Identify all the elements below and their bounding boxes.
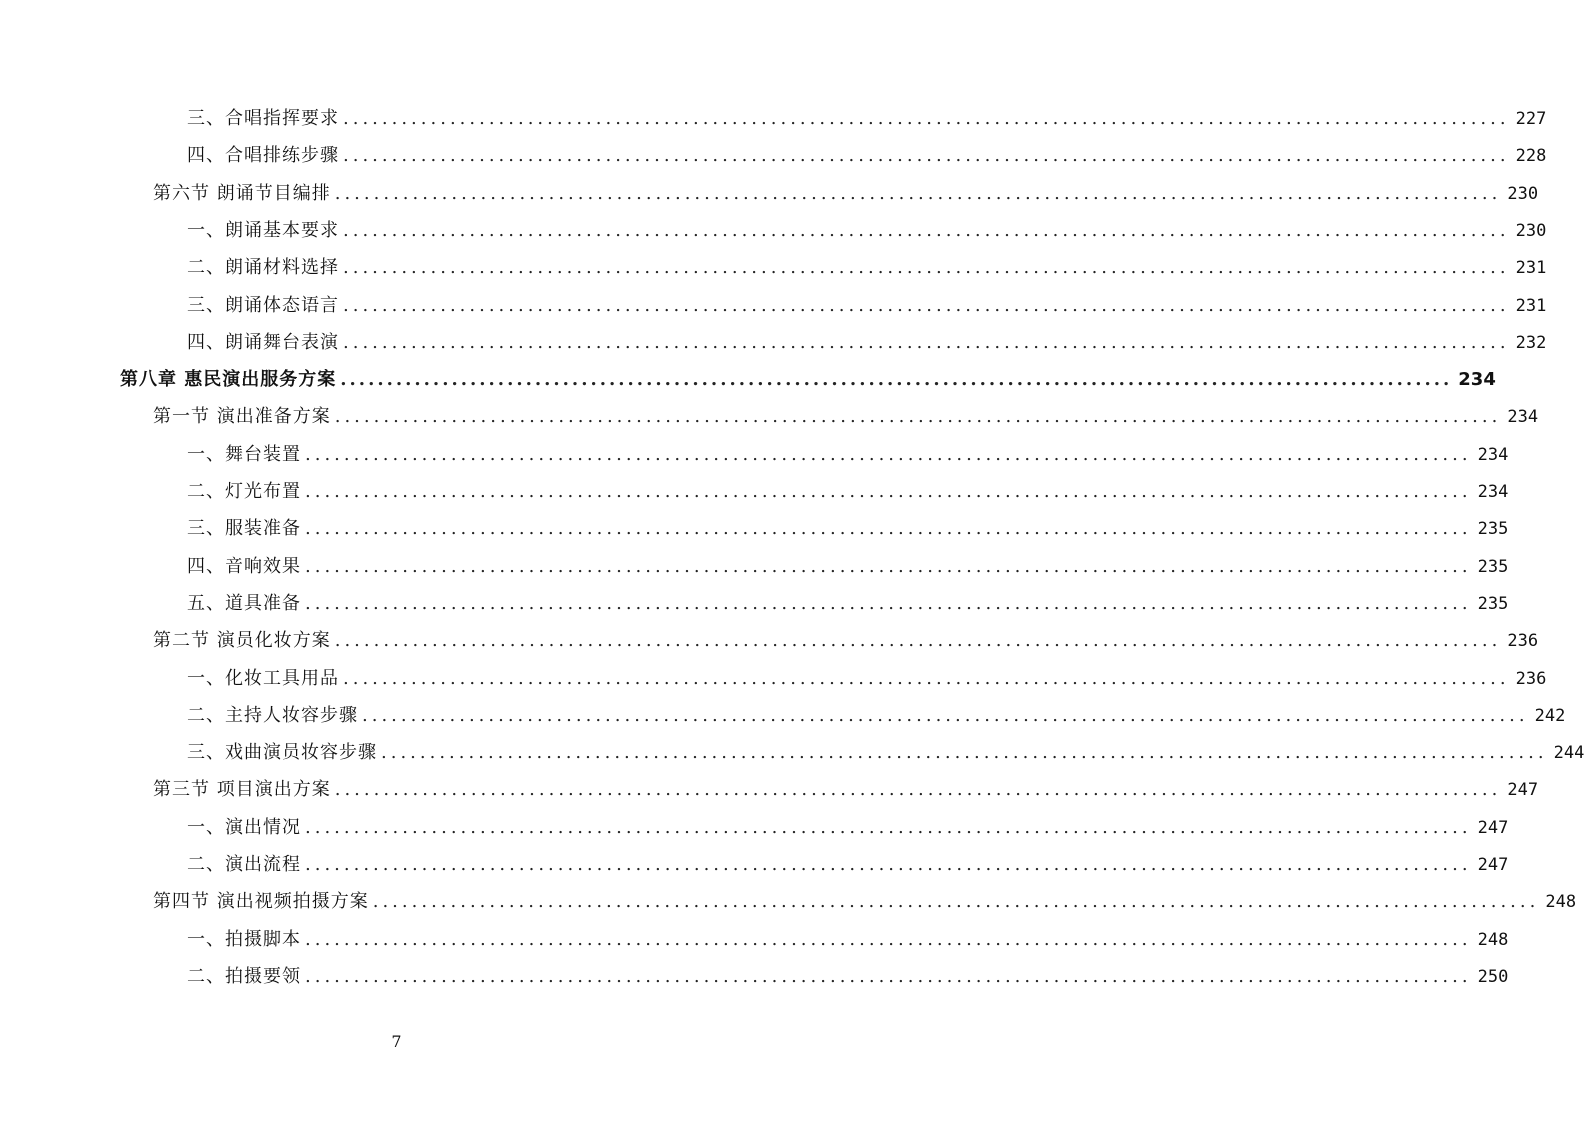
toc-subsection-entry[interactable] xyxy=(187,324,1547,361)
toc-entry-label: 四、合唱排练步骤 xyxy=(187,145,339,167)
toc-entry-label: 第四节 演出视频拍摄方案 xyxy=(153,891,369,913)
toc-subsection-entry[interactable] xyxy=(187,100,1547,137)
toc-entry-label: 第二节 演员化妆方案 xyxy=(153,630,331,652)
toc-entry-page-number: 230 xyxy=(1515,220,1547,241)
toc-entry-label: 四、音响效果 xyxy=(187,555,301,577)
dot-leader: ........................................................................................................................ xyxy=(343,108,1510,129)
toc-entry-label: 二、拍摄要领 xyxy=(187,965,301,987)
toc-entry-page-number: 232 xyxy=(1515,332,1547,353)
dot-leader: ........................................................................................................................ xyxy=(343,667,1510,689)
dot-leader: ........................................................................................................................ xyxy=(305,854,1472,875)
toc-subsection-entry[interactable] xyxy=(187,137,1547,174)
dot-leader: ........................................................................................................................ xyxy=(305,481,1472,502)
page-number: 7 xyxy=(391,1032,402,1051)
toc-subsection-entry[interactable] xyxy=(187,249,1547,286)
dot-leader: ........................................................................................................................ xyxy=(305,816,1472,838)
toc-entry-label: 第八章 惠民演出服务方案 xyxy=(120,369,337,391)
toc-entry-page-number: 235 xyxy=(1477,556,1509,577)
toc-entry-page-number: 231 xyxy=(1515,295,1547,316)
dot-leader: ........................................................................................................................ xyxy=(343,257,1510,279)
toc-section-entry[interactable] xyxy=(153,883,1577,920)
toc-entry-label: 二、主持人妆容步骤 xyxy=(187,704,358,726)
toc-subsection-entry[interactable] xyxy=(187,697,1566,734)
dot-leader: ........................................................................................................................ xyxy=(334,779,1502,801)
toc-section-entry[interactable] xyxy=(153,771,1539,808)
toc-entry-page-number: 247 xyxy=(1477,817,1509,838)
dot-leader: ........................................................................................................................ xyxy=(305,443,1472,465)
dot-leader: ........................................................................................................................ xyxy=(305,928,1472,950)
dot-leader: ........................................................................................................................ xyxy=(340,369,1453,391)
toc-subsection-entry[interactable] xyxy=(187,212,1547,249)
toc-entry-page-number: 227 xyxy=(1515,109,1547,129)
toc-subsection-entry[interactable] xyxy=(187,548,1509,585)
toc-subsection-entry[interactable] xyxy=(187,921,1509,958)
dot-leader: ........................................................................................................................ xyxy=(334,630,1502,652)
dot-leader: ........................................................................................................................ xyxy=(381,742,1548,764)
toc-section-entry[interactable] xyxy=(153,175,1539,212)
toc-entry-label: 第一节 演出准备方案 xyxy=(153,406,331,428)
dot-leader: ........................................................................................................................ xyxy=(334,182,1502,204)
toc-section-entry[interactable] xyxy=(153,622,1539,659)
toc-entry-page-number: 234 xyxy=(1477,444,1509,465)
toc-entry-label: 一、演出情况 xyxy=(187,816,301,838)
toc-entry-page-number: 230 xyxy=(1507,183,1539,204)
toc-entry-page-number: 235 xyxy=(1477,593,1509,614)
toc-subsection-entry[interactable] xyxy=(187,473,1509,510)
dot-leader: ........................................................................................................................ xyxy=(343,331,1510,353)
toc-subsection-entry[interactable] xyxy=(187,436,1509,473)
toc-chapter-entry[interactable] xyxy=(120,361,1496,398)
toc-entry-page-number: 234 xyxy=(1507,407,1539,428)
toc-entry-page-number: 244 xyxy=(1553,743,1584,764)
toc-subsection-entry[interactable] xyxy=(187,734,1584,771)
toc-entry-page-number: 250 xyxy=(1477,966,1509,987)
toc-entry-label: 第三节 项目演出方案 xyxy=(153,779,331,801)
toc-subsection-entry[interactable] xyxy=(187,958,1509,995)
toc-entry-label: 一、舞台装置 xyxy=(187,443,301,465)
toc-entry-page-number: 236 xyxy=(1507,631,1539,652)
dot-leader: ........................................................................................................................ xyxy=(305,555,1472,577)
toc-entry-label: 五、道具准备 xyxy=(187,592,301,614)
toc-entry-label: 三、合唱指挥要求 xyxy=(187,108,339,129)
dot-leader: ........................................................................................................................ xyxy=(362,704,1529,726)
toc-entry-label: 一、朗诵基本要求 xyxy=(187,219,339,241)
toc-entry-page-number: 234 xyxy=(1477,482,1509,502)
toc-subsection-entry[interactable] xyxy=(187,809,1509,846)
toc-entry-label: 二、演出流程 xyxy=(187,854,301,875)
toc-subsection-entry[interactable] xyxy=(187,660,1547,697)
toc-subsection-entry[interactable] xyxy=(187,846,1509,883)
toc-entry-label: 二、灯光布置 xyxy=(187,481,301,502)
toc-entry-page-number: 231 xyxy=(1515,258,1547,279)
toc-entry-page-number: 248 xyxy=(1545,892,1577,913)
toc-subsection-entry[interactable] xyxy=(187,510,1509,547)
toc-entry-page-number: 247 xyxy=(1477,855,1509,875)
dot-leader: ........................................................................................................................ xyxy=(305,965,1472,987)
toc-entry-page-number: 236 xyxy=(1515,668,1547,689)
toc-subsection-entry[interactable] xyxy=(187,585,1509,622)
dot-leader: ........................................................................................................................ xyxy=(372,891,1540,913)
toc-section-entry[interactable] xyxy=(153,398,1539,435)
dot-leader: ........................................................................................................................ xyxy=(305,518,1472,540)
toc-entry-label: 二、朗诵材料选择 xyxy=(187,257,339,279)
dot-leader: ........................................................................................................................ xyxy=(343,294,1510,316)
toc-entry-page-number: 235 xyxy=(1477,519,1509,540)
toc-entry-page-number: 234 xyxy=(1458,369,1496,391)
toc-entry-label: 三、戏曲演员妆容步骤 xyxy=(187,742,377,764)
dot-leader: ........................................................................................................................ xyxy=(305,592,1472,614)
toc-entry-page-number: 247 xyxy=(1507,780,1539,801)
dot-leader: ........................................................................................................................ xyxy=(343,145,1510,167)
toc-entry-label: 一、化妆工具用品 xyxy=(187,667,339,689)
toc-entry-label: 三、服装准备 xyxy=(187,518,301,540)
toc-entry-page-number: 248 xyxy=(1477,929,1509,950)
toc-entry-label: 四、朗诵舞台表演 xyxy=(187,331,339,353)
dot-leader: ........................................................................................................................ xyxy=(334,406,1502,428)
dot-leader: ........................................................................................................................ xyxy=(343,219,1510,241)
toc-subsection-entry[interactable] xyxy=(187,287,1547,324)
toc-entry-label: 三、朗诵体态语言 xyxy=(187,294,339,316)
toc-entry-label: 一、拍摄脚本 xyxy=(187,928,301,950)
toc-entry-label: 第六节 朗诵节目编排 xyxy=(153,182,331,204)
toc-entry-page-number: 242 xyxy=(1534,705,1566,726)
toc-entry-page-number: 228 xyxy=(1515,146,1547,167)
